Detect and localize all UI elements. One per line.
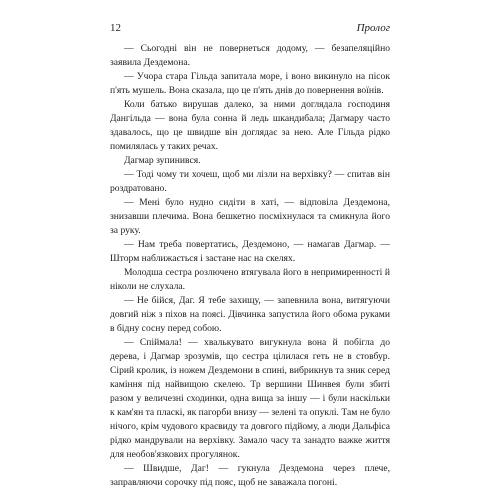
paragraph: — Не бійся, Даг. Я тебе захищу, — запевнила вона, витягуючи довгий ніж з піхов на поясі. Дівчинка запустила його обома руками в бідну сосну перед собою. xyxy=(110,295,390,334)
body-text xyxy=(110,42,390,490)
page-header xyxy=(110,20,390,36)
paragraph: — Учора стара Гільда запитала море, і воно викинуло на пісок п'ять мушель. Вона сказала, що це п'ять днів до повернення воїнів. xyxy=(110,71,390,96)
paragraph: — Швидше, Даг! — гукнула Дездемона через плече, заправляючи сорочку під пояс, щоб не заважала погоні. xyxy=(110,463,390,488)
running-head: Пролог xyxy=(356,22,390,34)
paragraph: Коли батько вирушав далеко, за ними доглядала господиня Дангільда — вона була сонна й ледь шкандибала; Дагмару часто здавалось, що це швидше він доглядає за нею. Але Гільда рідко помилялась у таких речах. xyxy=(110,99,390,152)
paragraph: Молодша сестра розлючено втягувала його в непримиренності й ніколи не слухала. xyxy=(110,267,390,292)
paragraph: — Мені було нудно сидіти в хаті, — відповіла Дездемона, знизавши плечима. Вона бешкетно посміхнулася та смикнула його за руку. xyxy=(110,197,390,236)
paragraph: Дагмар зупинився. xyxy=(124,155,201,166)
paragraph: — Сьогодні він не повернеться додому, — безапеляційно заявила Дездемона. xyxy=(110,43,390,68)
paragraph: — Спіймала! — хвалькувато вигукнула вона й побігла до дерева, і Дагмар зрозумів, що сестра цілилася геть не в стовбур. Сірий кролик, із ножем Дездемони в спині, вибрикнув та зник серед каміння під найвищою скелею. Тр вершини Шинвея були збиті разом у величезні сходинки, одна вища за іншу — і були наскільки к кам'ян та пласкі, як пагорби внизу — зелені та опуклі. Там не було нічого, крім чудового краєвиду та довгого підйому, а люди Дальфіса рідко мандрували на верхівку. Замало часу та занадто важке життя для необов'язкових прогулянок. xyxy=(110,337,390,460)
page-number: 12 xyxy=(110,22,121,34)
paragraph: — Нам треба повертатись, Дездемоно, — намагав Дагмар. — Шторм наближається і застане нас на скелях. xyxy=(110,239,390,264)
paragraph: — Тоді чому ти хочеш, щоб ми лізли на верхівку? — спитав він роздратовано. xyxy=(110,169,390,194)
